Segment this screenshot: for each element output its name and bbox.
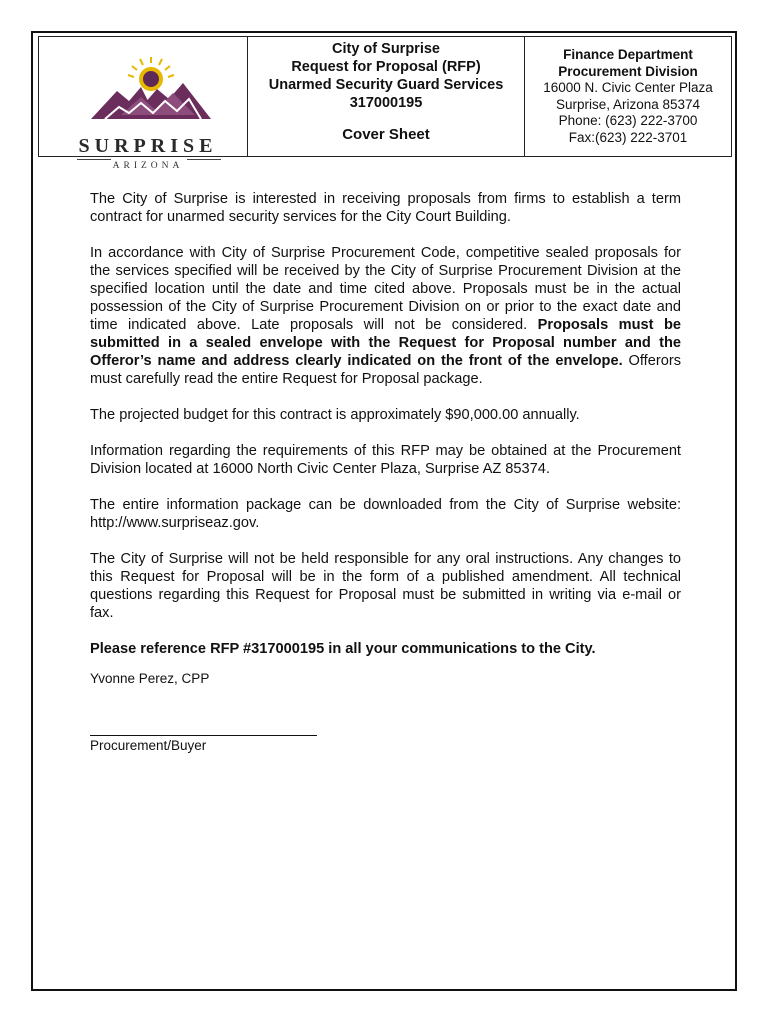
department-fax: Fax:(623) 222-3701 [568,129,688,145]
title-line-number: 317000195 [349,95,423,111]
logo-rule-left [77,159,111,160]
paragraph-disclaimer: The City of Surprise will not be held responsible for any oral instructions. Any changes to this Request for Proposal will be in the form of a published amendment. All technical questions regarding this Request for Proposal must be submitted in writing via e-mail or fax. [90,551,681,621]
paragraph-information: Information regarding the requirements of this RFP may be obtained at the Procurement Division located at 16000 North Civic Center Plaza, Surprise AZ 85374. [90,443,681,477]
logo-subtitle: ARIZONA [112,161,184,171]
title-line-rfp: Request for Proposal (RFP) [291,59,481,75]
document-body [90,190,681,676]
surprise-logo-icon [91,57,211,129]
paragraph-intro: The City of Surprise is interested in receiving proposals from firms to establish a term contract for unarmed security services for the City Court Building. [90,191,681,225]
title-line-service: Unarmed Security Guard Services [268,77,504,93]
signer-name: Yvonne Perez, CPP [90,671,210,686]
cover-sheet-label: Cover Sheet [342,126,430,143]
reference-note: Please reference RFP #317000195 in all your communications to the City. [90,641,596,657]
department-address: 16000 N. Civic Center Plaza [543,80,713,95]
department-cell [525,37,731,156]
logo-cell [39,37,248,171]
division-name: Procurement Division [558,63,698,79]
paragraph-budget: The projected budget for this contract is approximately $90,000.00 annually. [90,407,580,423]
procurement-text: In accordance with City of Surprise Procurement Code, competitive sealed proposals for the services specified will be received by the City of Surprise Procurement Division at the specified location until the date and time cited above. Proposals must be in the actual possession of the City of Surprise Procurement Division on or prior to the exact date and time indicated above. Late proposals will not be considered. [90,245,681,333]
procurement-bold-text: Proposals must be submitted in a sealed envelope with the Request for Proposal number and the Offeror’s name and address clearly indicated on the front of the envelope. [90,317,681,369]
signature-line [90,735,317,736]
department-phone: Phone: (623) 222-3700 [558,113,698,128]
signer-title: Procurement/Buyer [90,738,207,753]
department-name: Finance Department [563,47,693,62]
paragraph-procurement [90,244,681,388]
paragraph-download: The entire information package can be downloaded from the City of Surprise website: http://www.surpriseaz.gov. [90,497,681,531]
title-line-city: City of Surprise [332,41,440,57]
title-cell [248,37,525,156]
logo-rule-right [187,159,221,160]
procurement-tail-text: Offerors must carefully read the entire Request for Proposal package. [90,353,681,387]
department-city: Surprise, Arizona 85374 [555,96,701,112]
logo-wordmark: SURPRISE [78,135,218,157]
header-table [38,36,732,171]
